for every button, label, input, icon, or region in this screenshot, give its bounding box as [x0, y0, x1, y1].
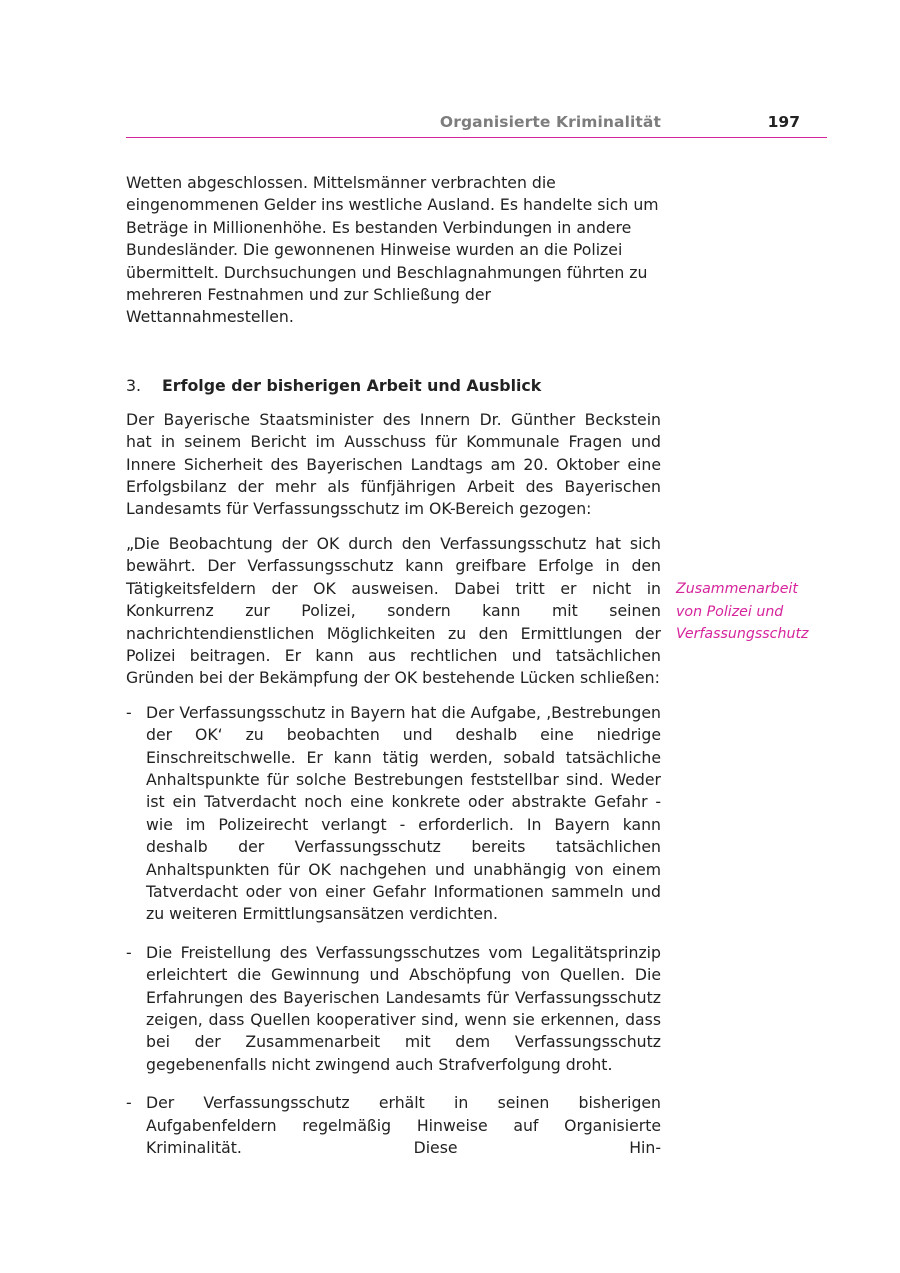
paragraph: Der Bayerische Staatsminister des Innern Dr. Günther Beckstein hat in seinem Bericht im Ausschuss für Kommunale Fragen und Innere Sicherheit des Bayerischen Landtags am 20. Oktober eine Erfolgsbilanz der mehr als fünfjährigen Arbeit des Bayerischen Landesamts für Verfassungsschutz im OK-Bereich gezogen: [126, 409, 661, 519]
margin-note-line: Verfassungsschutz [676, 626, 809, 642]
bullet-dash: - [126, 1093, 132, 1113]
margin-note-line: von Polizei und [676, 603, 784, 620]
bullet-list [126, 702, 661, 1160]
page-number: 197 [767, 113, 800, 131]
running-header-title: Organisierte Kriminalität [439, 113, 661, 131]
section-heading [126, 375, 661, 397]
margin-note-line: Zusammenarbeit [676, 581, 798, 597]
list-item-text: Der Verfassungsschutz in Bayern hat die Aufgabe, ‚Bestrebungen der OK‘ zu beobachten und deshalb eine niedrige Einschreitschwelle. Er kann tätig werden, sobald tatsächliche Anhaltspunkte für solche Bestrebungen feststellbar sind. Weder ist ein Tatverdacht noch eine konkrete oder abstrakte Gefahr - wie im Polizeirecht verlangt - erforderlich. In Bayern kann deshalb der Verfassungsschutz bereits tatsächlichen Anhaltspunkten für OK nachgehen und unabhängig von einem Tatverdacht oder von einer Gefahr Informationen sammeln und zu weiteren Ermittlungsansätzen verdichten. [146, 702, 661, 924]
quote-paragraph: „Die Beobachtung der OK durch den Verfassungsschutz hat sich bewährt. Der Verfassungsschutz kann greifbare Erfolge in den Tätigkeitsfeldern der OK ausweisen. Dabei tritt er nicht in Konkurrenz zur Polizei, sondern kann mit seinen nachrichtendienstlichen Möglichkeiten zu den Ermittlungen der Polizei beitragen. Er kann aus rechtlichen und tatsächlichen Gründen bei der Bekämpfung der OK bestehende Lücken schließen: [126, 533, 661, 688]
list-item [126, 1092, 661, 1159]
list-item-text: Der Verfassungsschutz erhält in seinen bisherigen Aufgabenfeldern regelmäßig Hinweise auf Organisierte Kriminalität. Diese Hin- [146, 1093, 661, 1158]
margin-note [676, 578, 826, 646]
main-text-column [126, 172, 661, 1159]
intro-paragraph: Wetten abgeschlossen. Mittelsmänner verbrachten die eingenommenen Gelder ins westliche Ausland. Es handelte sich um Beträge in Millionenhöhe. Es bestanden Verbindungen in andere Bundesländer. Die gewonnenen Hinweise wurden an die Polizei übermittelt. Durchsuchungen und Beschlagnahmungen führten zu mehreren Festnahmen und zur Schließung der Wettannahmestellen. [126, 173, 659, 327]
running-header [126, 113, 827, 138]
section-title: Erfolge der bisherigen Arbeit und Ausblick [162, 375, 542, 395]
bullet-dash: - [126, 942, 132, 962]
list-item [126, 702, 661, 926]
list-item [126, 942, 661, 1076]
section-number: 3. [126, 375, 142, 395]
list-item-text: Die Freistellung des Verfassungsschutzes vom Legalitätsprinzip erleichtert die Gewinnung und Abschöpfung von Quellen. Die Erfahrungen des Bayerischen Landesamts für Verfassungsschutz zeigen, dass Quellen kooperativer sind, wenn sie erkennen, dass bei der Zusammenarbeit mit dem Verfassungsschutz gegebenenfalls nicht zwingend auch Strafverfolgung droht. [146, 942, 661, 1074]
bullet-dash: - [126, 702, 132, 722]
